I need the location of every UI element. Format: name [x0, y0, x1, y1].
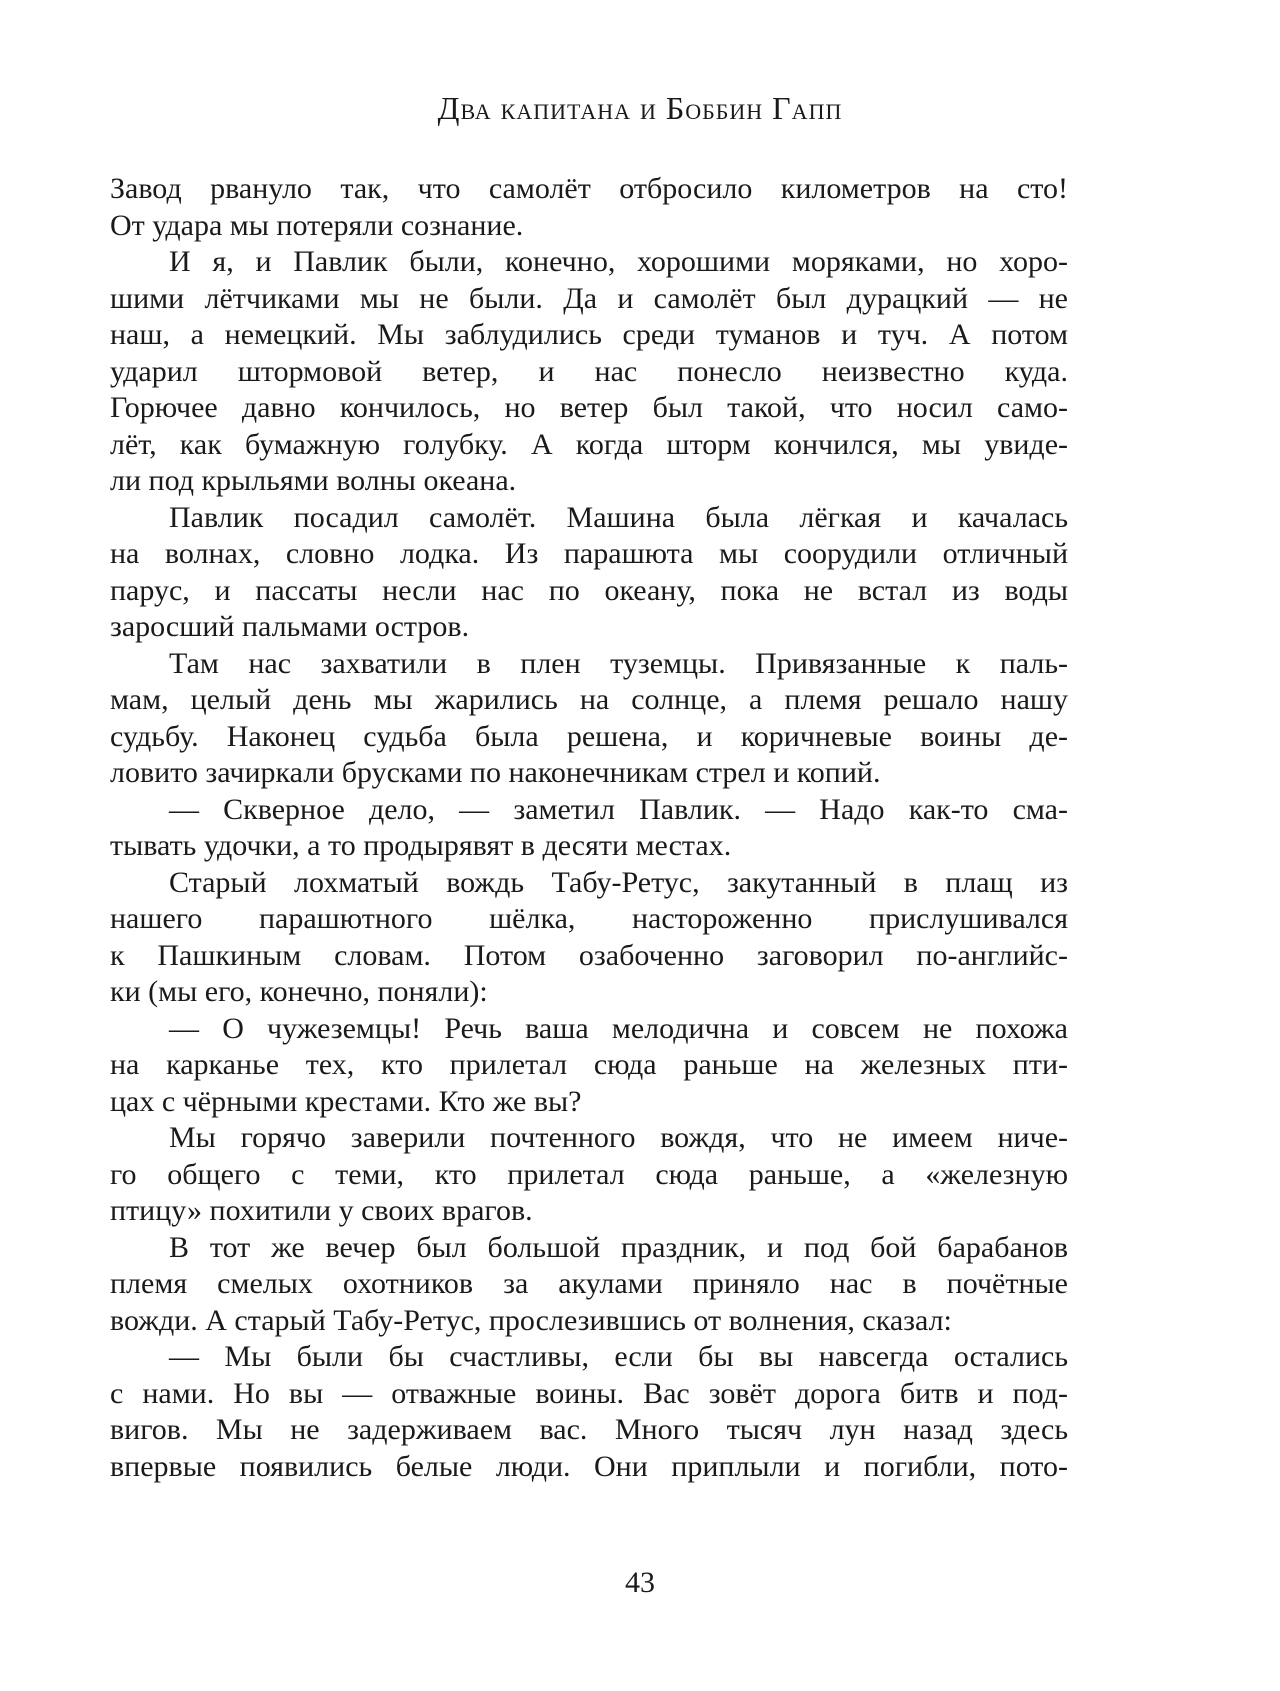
text-line: го общего с теми, кто прилетал сюда раньше, а «железную: [110, 1157, 1068, 1191]
text-line: тывать удочки, а то продырявят в десяти местах.: [110, 829, 732, 862]
text-line: — Скверное дело, — заметил Павлик. — Надо как-то сма-: [169, 792, 1068, 826]
text-line: — О чужеземцы! Речь ваша мелодична и совсем не похожа: [169, 1011, 1068, 1045]
text-line: парус, и пассаты несли нас по океану, пока не встал из воды: [110, 573, 1068, 607]
text-line: Там нас захватили в плен туземцы. Привязанные к паль-: [169, 646, 1068, 680]
text-line: племя смелых охотников за акулами приняло нас в почётные: [110, 1267, 1068, 1300]
text-line: И я, и Павлик были, конечно, хорошими моряками, но хоро-: [169, 245, 1068, 278]
text-line: вожди. А старый Табу-Ретус, прослезившись от волнения, сказал:: [110, 1303, 952, 1337]
text-line: — Мы были бы счастливы, если бы вы навсегда остались: [169, 1340, 1068, 1373]
text-line: цах с чёрными крестами. Кто же вы?: [110, 1084, 582, 1118]
text-line: ловито зачиркали брусками по наконечникам стрел и копий.: [110, 756, 881, 789]
text-line: Павлик посадил самолёт. Машина была лёгкая и качалась: [169, 500, 1068, 534]
text-line: лёт, как бумажную голубку. А когда шторм кончился, мы увиде-: [110, 427, 1068, 461]
text-line: ударил штормовой ветер, и нас понесло неизвестно куда.: [110, 354, 1068, 388]
running-head: Два капитана и Боббин Гапп: [437, 90, 843, 126]
text-line: на волнах, словно лодка. Из парашюта мы соорудили отличный: [110, 537, 1068, 570]
text-line: с нами. Но вы — отважные воины. Вас зовёт дорога битв и под-: [110, 1376, 1068, 1410]
text-line: ли под крыльями волны океана.: [110, 464, 517, 497]
text-line: впервые появились белые люди. Они приплыли и погибли, пото-: [110, 1449, 1068, 1483]
text-line: нашего парашютного шёлка, настороженно прислушивался: [110, 902, 1068, 935]
text-line: на карканье тех, кто прилетал сюда раньше на железных пти-: [110, 1048, 1068, 1081]
text-line: заросший пальмами остров.: [110, 610, 470, 643]
text-line: ки (мы его, конечно, поняли):: [110, 975, 488, 1008]
text-line: птицу» похитили у своих врагов.: [110, 1194, 533, 1227]
text-line: От удара мы потеряли сознание.: [110, 208, 524, 242]
text-line: Горючее давно кончилось, но ветер был такой, что носил само-: [110, 391, 1068, 424]
text-line: В тот же вечер был большой праздник, и под бой барабанов: [169, 1230, 1068, 1264]
text-line: мам, целый день мы жарились на солнце, а племя решало нашу: [110, 683, 1068, 716]
text-line: шими лётчиками мы не были. Да и самолёт был дурацкий — не: [110, 281, 1068, 315]
text-line: вигов. Мы не задерживаем вас. Много тысяч лун назад здесь: [110, 1413, 1068, 1446]
text-line: Мы горячо заверили почтенного вождя, что не имеем ниче-: [169, 1121, 1068, 1154]
text-line: судьбу. Наконец судьба была решена, и коричневые воины де-: [110, 719, 1068, 753]
text-line: к Пашкиным словам. Потом озабоченно заговорил по-английс-: [110, 938, 1068, 972]
text-line: Завод рвануло так, что самолёт отбросило километров на сто!: [110, 172, 1068, 205]
text-line: Старый лохматый вождь Табу-Ретус, закутанный в плащ из: [169, 865, 1068, 899]
text-line: наш, а немецкий. Мы заблудились среди туманов и туч. А потом: [110, 318, 1068, 351]
page-number: 43: [625, 1566, 655, 1599]
body-text: [110, 171, 1068, 1485]
